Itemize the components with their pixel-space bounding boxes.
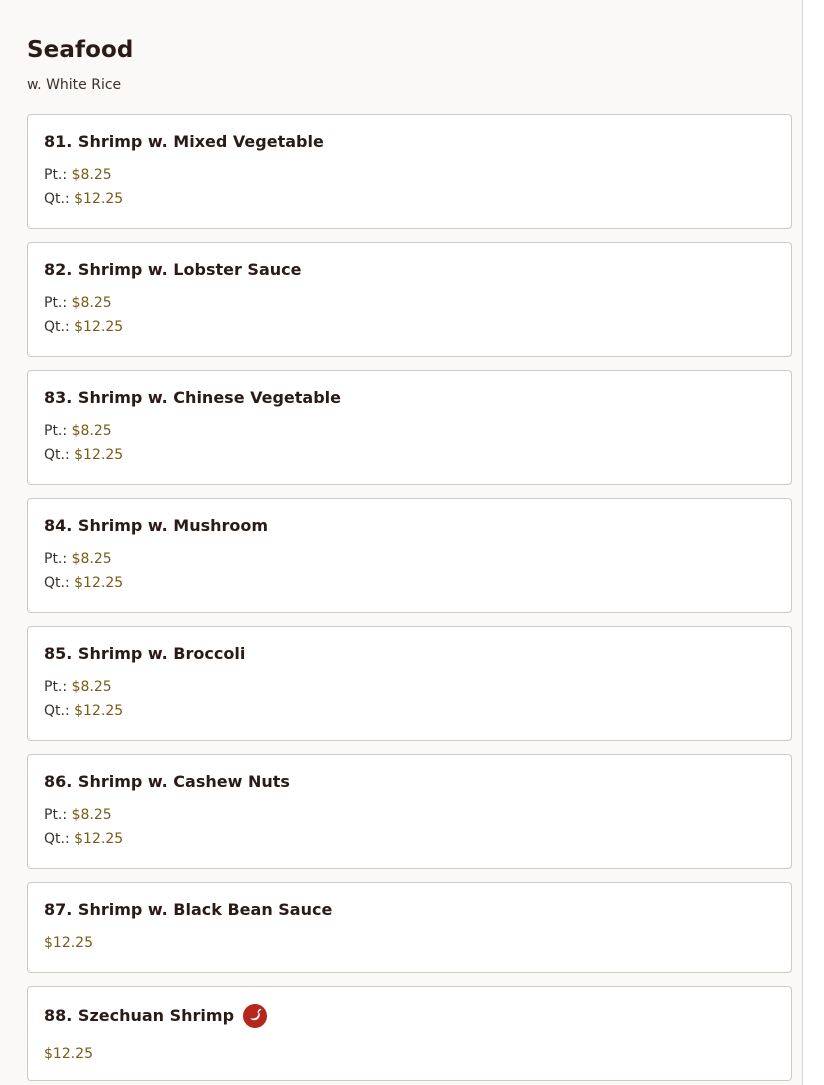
pint-label: Pt.: (44, 423, 68, 439)
pint-price: $8.25 (71, 551, 112, 567)
pint-price-row (44, 547, 775, 571)
menu-item-name: 84. Shrimp w. Mushroom (44, 516, 269, 535)
pint-label: Pt.: (44, 167, 68, 183)
quart-price: $12.25 (74, 447, 124, 463)
menu-item-name: 87. Shrimp w. Black Bean Sauce (44, 900, 333, 919)
quart-price-row (44, 443, 775, 467)
menu-item-card[interactable] (27, 370, 792, 485)
pint-label: Pt.: (44, 295, 68, 311)
quart-label: Qt.: (44, 831, 70, 847)
menu-item-name-row (44, 1004, 775, 1028)
pint-price-row (44, 803, 775, 827)
quart-price: $12.25 (74, 319, 124, 335)
quart-label: Qt.: (44, 575, 70, 591)
menu-item-name: 86. Shrimp w. Cashew Nuts (44, 772, 290, 791)
spicy-pepper-icon (243, 1004, 267, 1028)
pint-price-row (44, 675, 775, 699)
price-row (44, 931, 775, 955)
pint-label: Pt.: (44, 551, 68, 567)
quart-price: $12.25 (74, 575, 124, 591)
menu-item-card[interactable] (27, 986, 792, 1081)
menu-item-card[interactable] (27, 242, 792, 357)
section-title: Seafood (27, 37, 134, 63)
pint-price: $8.25 (71, 167, 112, 183)
pint-price: $8.25 (71, 807, 112, 823)
pint-label: Pt.: (44, 807, 68, 823)
pint-price-row (44, 163, 775, 187)
menu-item-card[interactable] (27, 626, 792, 741)
quart-price-row (44, 315, 775, 339)
quart-label: Qt.: (44, 447, 70, 463)
menu-item-name: 83. Shrimp w. Chinese Vegetable (44, 388, 342, 407)
pint-price-row (44, 291, 775, 315)
menu-item-list (27, 114, 792, 1085)
pint-price: $8.25 (71, 295, 112, 311)
menu-item-card[interactable] (27, 882, 792, 973)
menu-item-name: 88. Szechuan Shrimp (44, 1006, 235, 1025)
pint-price: $8.25 (71, 679, 112, 695)
price-row (44, 1042, 775, 1066)
quart-price-row (44, 699, 775, 723)
quart-price-row (44, 187, 775, 211)
section-subtitle: w. White Rice (27, 77, 122, 93)
quart-label: Qt.: (44, 703, 70, 719)
menu-item-card[interactable] (27, 498, 792, 613)
pint-label: Pt.: (44, 679, 68, 695)
menu-item-card[interactable] (27, 754, 792, 869)
quart-price: $12.25 (74, 703, 124, 719)
quart-label: Qt.: (44, 191, 70, 207)
item-price: $12.25 (44, 1046, 93, 1062)
quart-price-row (44, 827, 775, 851)
quart-price-row (44, 571, 775, 595)
pint-price: $8.25 (71, 423, 112, 439)
quart-price: $12.25 (74, 191, 124, 207)
menu-item-name: 82. Shrimp w. Lobster Sauce (44, 260, 302, 279)
quart-label: Qt.: (44, 319, 70, 335)
menu-item-card[interactable] (27, 114, 792, 229)
item-price: $12.25 (44, 935, 93, 951)
menu-item-name: 85. Shrimp w. Broccoli (44, 644, 246, 663)
pint-price-row (44, 419, 775, 443)
quart-price: $12.25 (74, 831, 124, 847)
menu-item-name: 81. Shrimp w. Mixed Vegetable (44, 132, 324, 151)
